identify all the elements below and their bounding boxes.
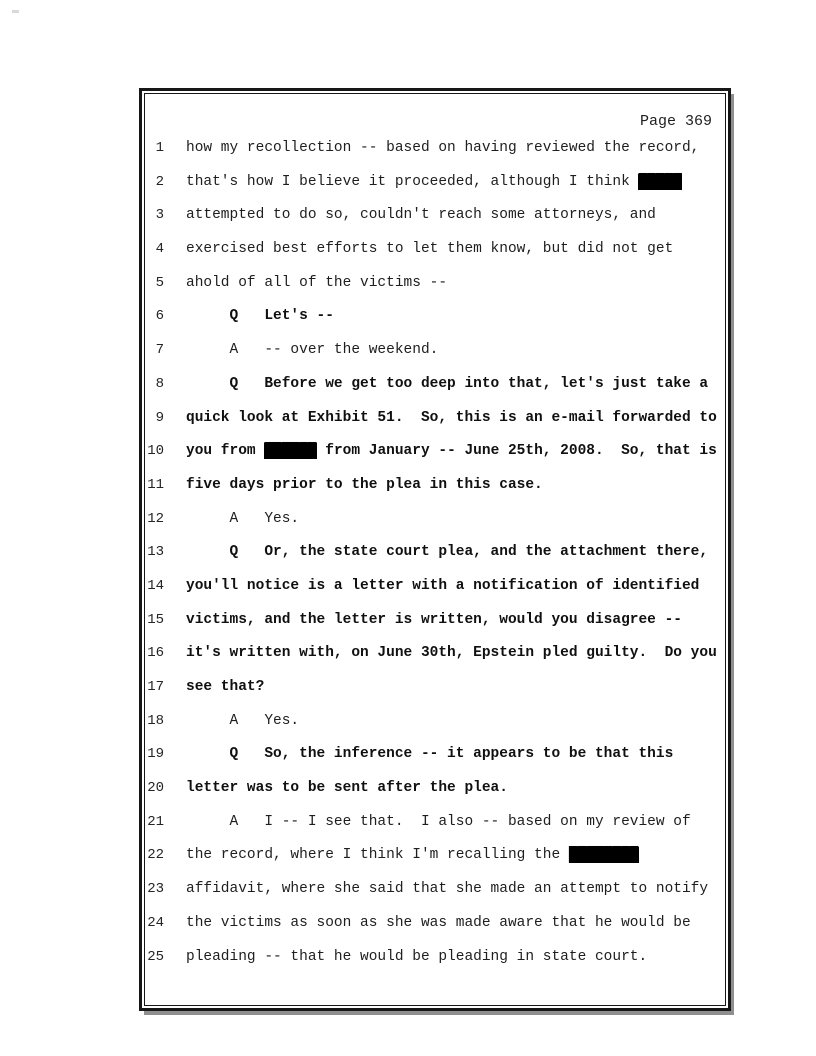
line-text: pleading -- that he would be pleading in state court. <box>186 948 648 965</box>
scan-artifact-speck <box>12 10 19 13</box>
line-number: 8 <box>155 375 164 392</box>
line-text: five days prior to the plea in this case. <box>186 476 543 493</box>
line-number: 24 <box>147 914 164 931</box>
line-number: 12 <box>147 510 164 527</box>
line-text: see that? <box>186 679 265 695</box>
transcript-line <box>146 880 724 914</box>
line-number: 9 <box>155 409 164 426</box>
transcript-line <box>146 274 724 308</box>
transcript-line <box>146 139 724 173</box>
line-number: 10 <box>147 443 164 460</box>
line-text: you from ██████ from January -- June 25th, 2008. So, that is <box>186 443 717 460</box>
line-number: 15 <box>147 611 164 628</box>
line-number: 6 <box>155 308 164 325</box>
transcript-line <box>146 914 724 948</box>
line-text: A Yes. <box>186 510 300 527</box>
transcript-line <box>146 948 724 982</box>
line-text: Q Or, the state court plea, and the attachment there, <box>186 544 709 561</box>
transcript-line <box>146 846 724 880</box>
transcript-line <box>146 173 724 207</box>
transcript-line <box>146 307 724 341</box>
transcript-line <box>146 206 724 240</box>
line-number: 2 <box>155 173 164 190</box>
line-text: exercised best efforts to let them know, but did not get <box>186 241 674 258</box>
line-number: 19 <box>147 746 164 763</box>
transcript-line <box>146 341 724 375</box>
line-number: 13 <box>147 544 164 561</box>
line-text: the record, where I think I'm recalling the ████████ <box>186 847 639 864</box>
line-text: how my recollection -- based on having reviewed the record, <box>186 140 700 156</box>
line-number: 20 <box>147 780 164 797</box>
line-text: affidavit, where she said that she made an attempt to notify <box>186 881 709 898</box>
line-text: ahold of all of the victims -- <box>186 274 448 291</box>
transcript-line <box>146 678 724 712</box>
transcript-line <box>146 442 724 476</box>
line-number: 1 <box>155 140 164 156</box>
line-number: 17 <box>147 679 164 695</box>
transcript-line <box>146 745 724 779</box>
transcript-line <box>146 779 724 813</box>
line-number: 21 <box>147 813 164 830</box>
transcript-line <box>146 375 724 409</box>
page-number-label: Page 369 <box>639 113 712 130</box>
line-number: 3 <box>155 207 164 224</box>
redaction-bar: ████████ <box>568 847 639 864</box>
transcript-line <box>146 240 724 274</box>
line-text: Q Let's -- <box>186 308 334 325</box>
line-number: 14 <box>147 577 164 594</box>
line-text: A Yes. <box>186 712 300 729</box>
transcript-line <box>146 476 724 510</box>
transcript-line <box>146 644 724 678</box>
line-number: 16 <box>147 645 164 662</box>
line-number: 23 <box>147 881 164 898</box>
line-text: A I -- I see that. I also -- based on my review of <box>186 813 691 830</box>
transcript-lines <box>146 139 724 981</box>
transcript-line <box>146 577 724 611</box>
line-number: 4 <box>155 241 164 258</box>
line-text: attempted to do so, couldn't reach some attorneys, and <box>186 207 656 224</box>
line-text: Q So, the inference -- it appears to be that this <box>186 746 674 763</box>
line-number: 22 <box>147 847 164 864</box>
line-number: 18 <box>147 712 164 729</box>
transcript-line <box>146 611 724 645</box>
line-text: quick look at Exhibit 51. So, this is an e-mail forwarded to <box>186 409 717 426</box>
transcript-line <box>146 712 724 746</box>
transcript-line <box>146 510 724 544</box>
line-text: victims, and the letter is written, would you disagree -- <box>186 611 682 628</box>
line-number: 5 <box>155 274 164 291</box>
line-text: A -- over the weekend. <box>186 342 439 359</box>
line-text: it's written with, on June 30th, Epstein pled guilty. Do you <box>186 645 717 662</box>
line-number: 7 <box>155 342 164 359</box>
transcript-line <box>146 409 724 443</box>
transcript-line <box>146 543 724 577</box>
line-text: that's how I believe it proceeded, although I think █████ <box>186 173 682 190</box>
transcript-line <box>146 813 724 847</box>
redaction-bar: █████ <box>638 173 682 190</box>
redaction-bar: ██████ <box>264 443 317 460</box>
line-text: the victims as soon as she was made aware that he would be <box>186 914 691 931</box>
line-number: 25 <box>147 948 164 965</box>
line-text: you'll notice is a letter with a notification of identified <box>186 577 700 594</box>
line-text: Q Before we get too deep into that, let's just take a <box>186 375 709 392</box>
line-number: 11 <box>147 476 164 493</box>
line-text: letter was to be sent after the plea. <box>186 780 508 797</box>
